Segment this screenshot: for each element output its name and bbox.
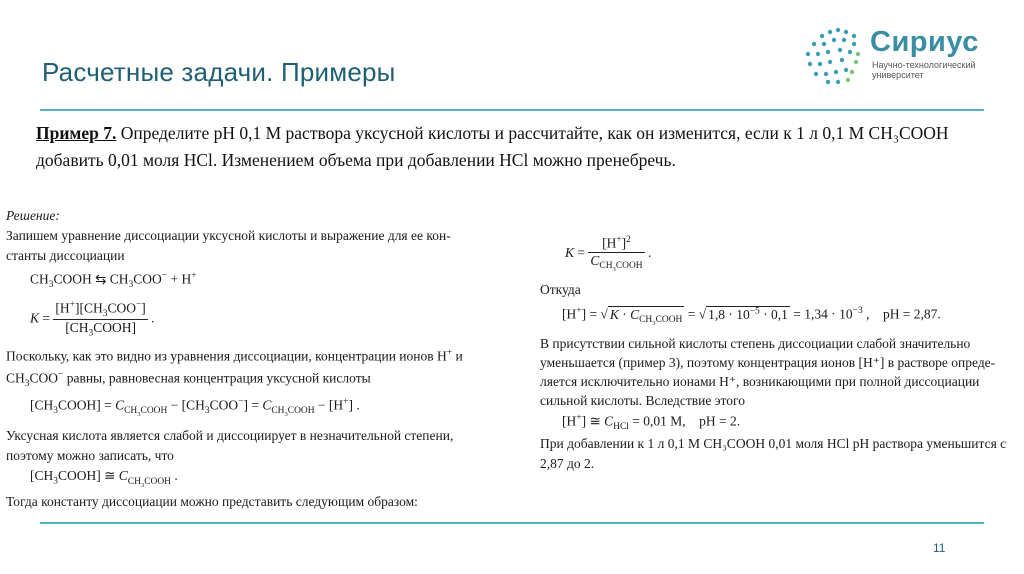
solution-text-line: Уксусная кислота является слабой и диссоциирует в незначительной степени, (6, 428, 454, 443)
hcl-concentration-formula: [H+] ≅ $C_{HCl} = 0,01$ М, pH = 2. (562, 413, 741, 433)
solution-text-line: 2,87 до 2. (540, 456, 595, 471)
solution-text-line: сильной кислоты. Вследствие этого (540, 393, 745, 408)
ph-result: pH = 2,87. (882, 306, 941, 322)
page-number: 11 (933, 541, 946, 555)
solution-text-line: В присутствии сильной кислоты степень диссоциации слабой значительно (540, 336, 971, 351)
solution-text-line: уменьшается (пример 3), поэтому концентрация ионов [H⁺] в растворе опреде- (540, 355, 996, 370)
top-divider (40, 109, 984, 111)
dissociation-equation: $CH_3COOH$ ⇆ $CH_3COO^- + H^+$ (30, 271, 197, 291)
bottom-divider (40, 522, 984, 524)
solution-text-line: Запишем уравнение диссоциации уксусной кислоты и выражение для ее кон- (6, 228, 451, 243)
h-concentration-formula: [H+] = √ $K \cdot C_{CH_3COOH}$ = √ $1,8 \cdot 10^{-5} \cdot 0,1 = 1,34 \cdot 10^{-3}$ , pH = 2,87. (562, 306, 941, 328)
approximation-formula: $[CH_3COOH]$ ≅ $C_{CH_3COOH}$ . (30, 468, 178, 489)
ph-result-2: pH = 2. (699, 413, 741, 429)
solution-text-line: $CH_3COO^-$ равны, равновесная концентрация уксусной кислоты (6, 370, 371, 390)
solution-text-line: Поскольку, как это видно из уравнения диссоциации, концентрации ионов H+ и (6, 348, 463, 364)
dissociation-constant-formula: K = $\frac{[H^+][CH_3COO^-]}{[CH_3COOH]}$ . (30, 300, 155, 339)
solution-text-line: поэтому можно записать, что (6, 448, 174, 463)
logo-name: Сириус (870, 26, 979, 58)
solution-text-line: Тогда константу диссоциации можно представить следующим образом: (6, 494, 418, 509)
solution-text-line: ляется исключительно ионами H⁺, возникающими при полной диссоциации (540, 374, 980, 389)
problem-statement (36, 120, 1011, 174)
solution-heading: Решение: (6, 208, 60, 223)
solution-text-line: станты диссоциации (6, 248, 125, 263)
problem-label: Пример 7. (36, 123, 117, 143)
logo-subtitle: Научно-технологический университет (872, 60, 976, 80)
solution-text-line: При добавлении к 1 л 0,1 М CH₃COOH 0,01 моля HCl pH раствора уменьшится с (540, 436, 1007, 451)
slide-title: Расчетные задачи. Примеры (42, 57, 396, 87)
whence-label: Откуда (540, 282, 581, 297)
equilibrium-concentration-formula: $[CH_3COOH] = C_{CH_3COOH} - [CH_3COO^-] = C_{CH_3COOH} - [H^+]$ . (30, 397, 360, 419)
simplified-k-formula: K = $\frac{[H^+]^2}{C_{CH_3COOH}}$ . (565, 235, 652, 274)
problem-text: Определите pH 0,1 М раствора уксусной кислоты и рассчитайте, как он изменится, если к 1 л 0,1 М CH₃COOH добавить 0,01 моля HCl. Изменением объема при добавлении HCl можно пренебречь. (36, 123, 949, 170)
